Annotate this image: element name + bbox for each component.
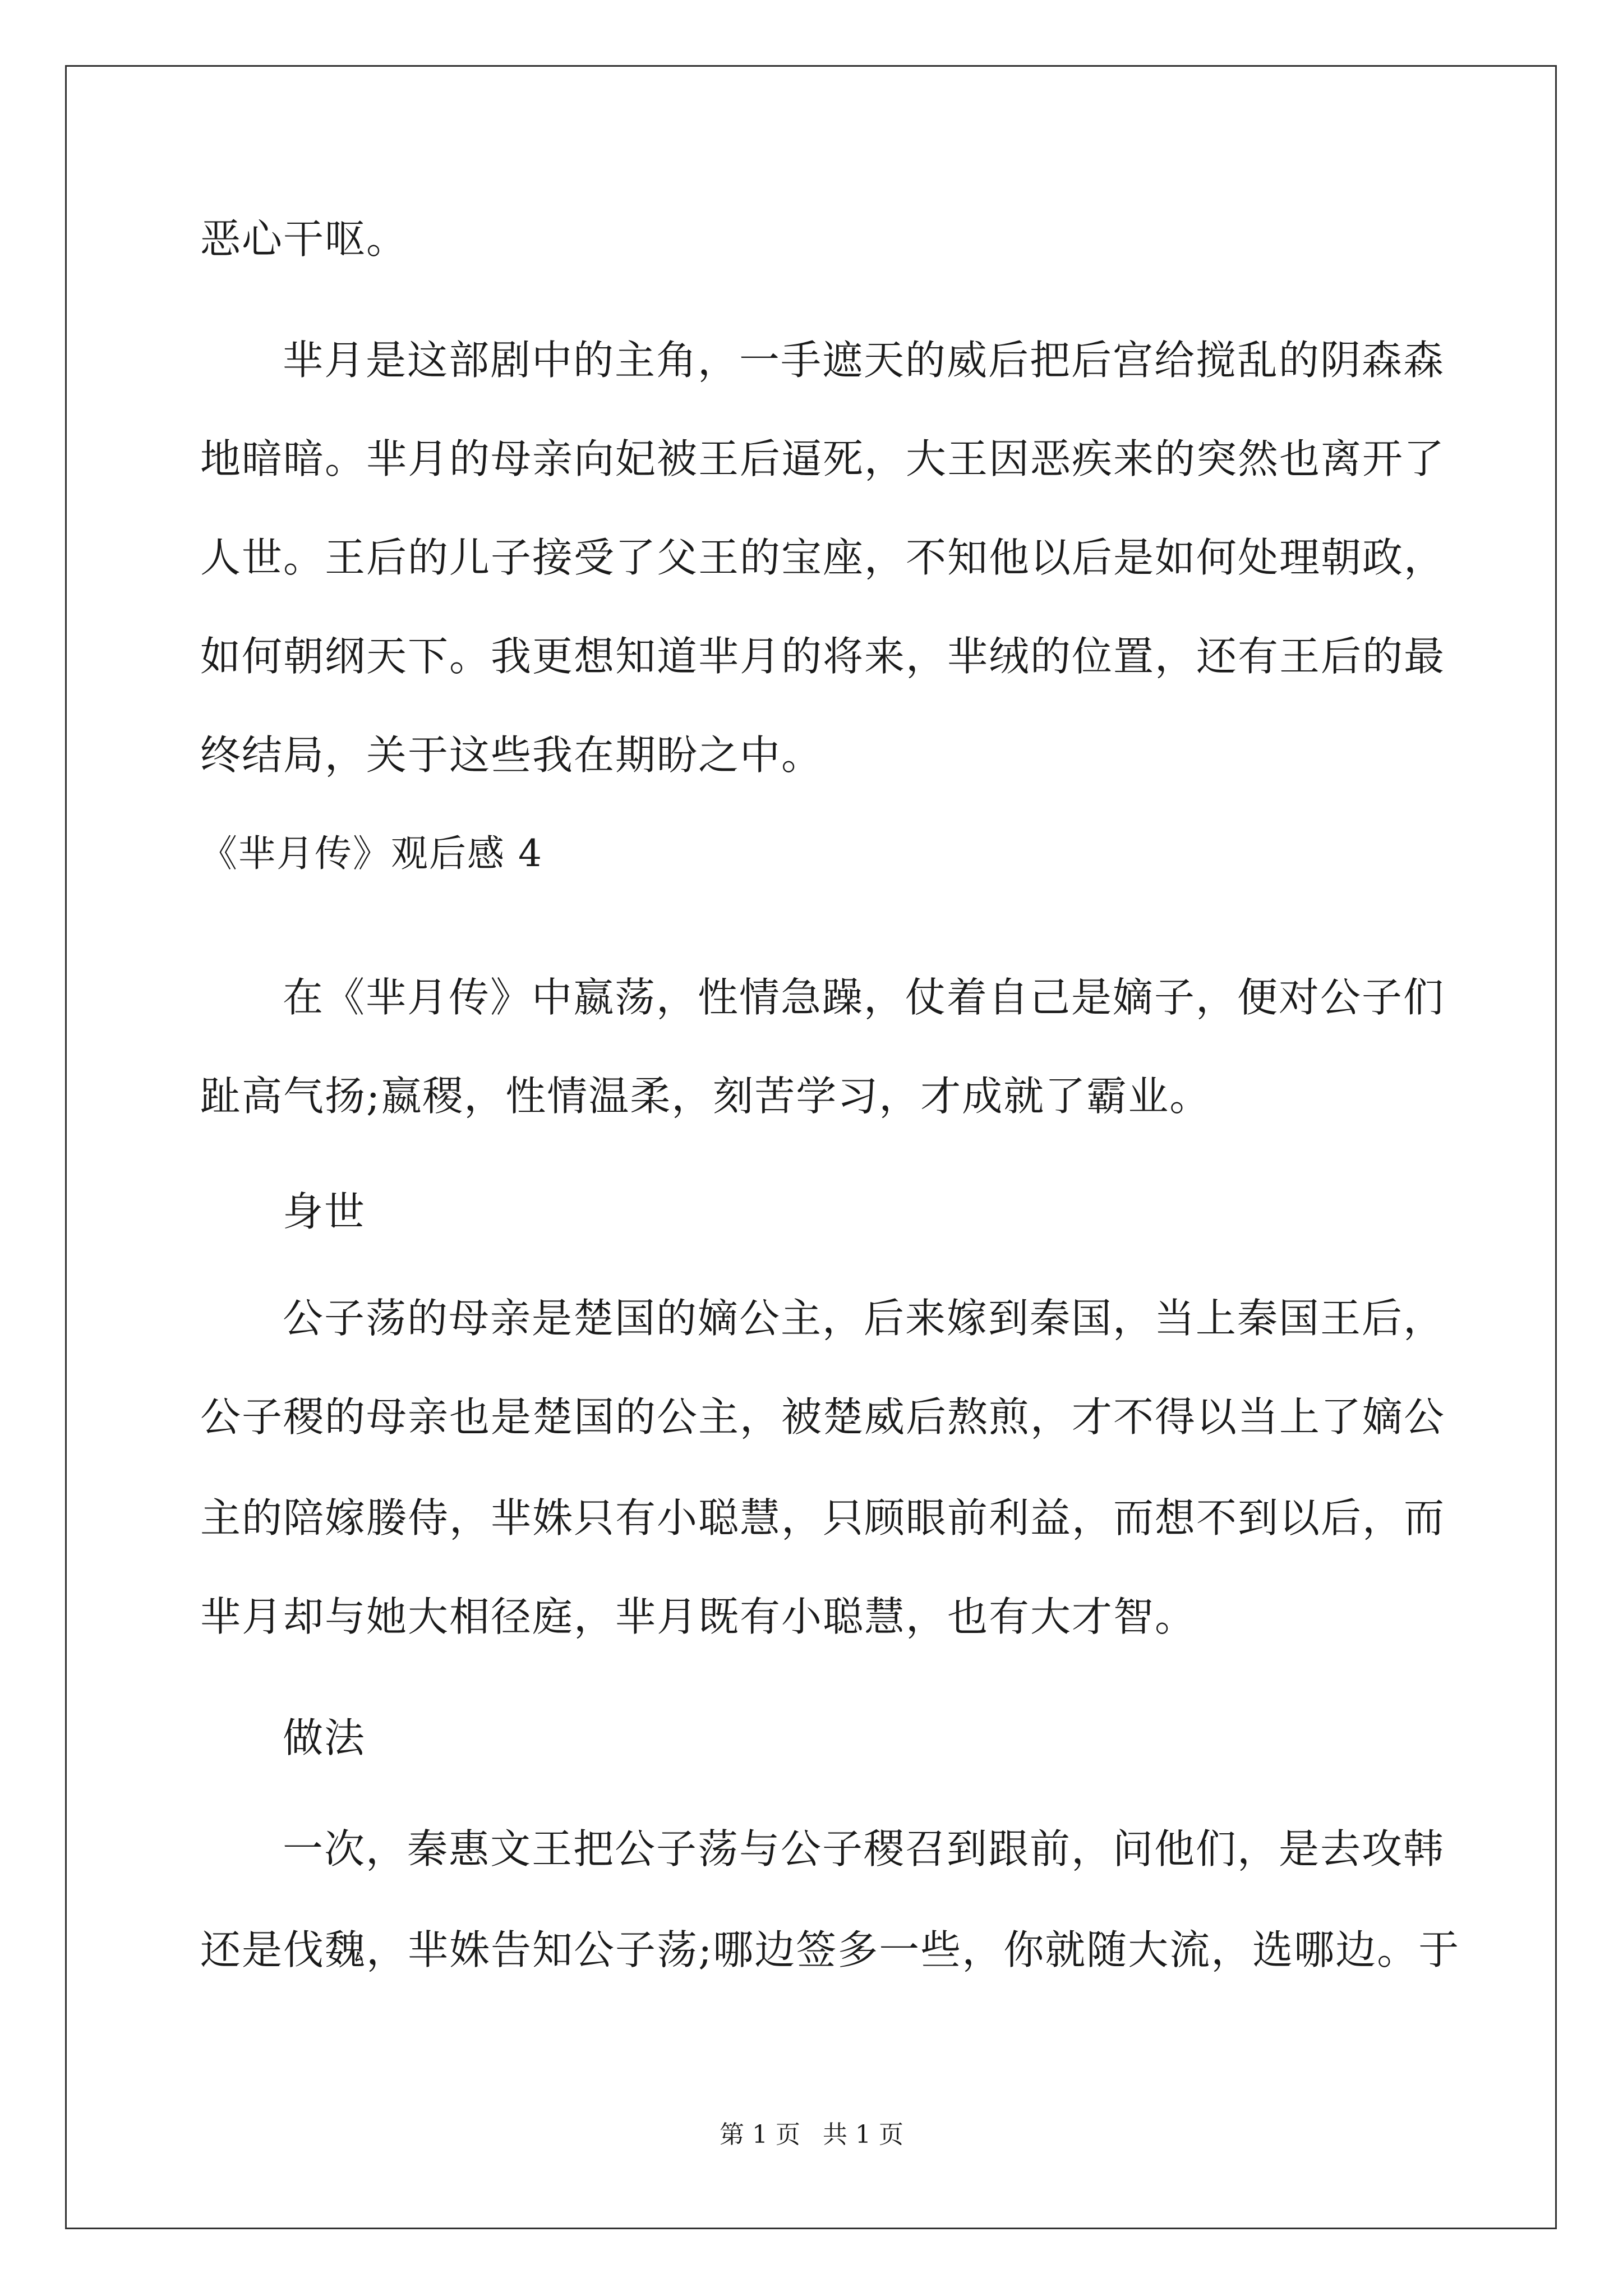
subheading: 身世 [283, 1188, 366, 1235]
text-line: 芈月却与她大相径庭，芈月既有小聪慧，也有大才智。 [200, 1593, 1197, 1640]
text-line: 还是伐魏，芈姝告知公子荡;哪边签多一些，你就随大流，选哪边。于 [200, 1926, 1460, 1973]
page-footer [0, 2118, 1623, 2152]
paragraph-line: 芈月是这部剧中的主角，一手遮天的威后把后宫给搅乱的阴森森 [283, 337, 1445, 384]
paragraph-line: 一次，秦惠文王把公子荡与公子稷召到跟前，问他们，是去攻韩 [283, 1825, 1445, 1872]
text-line: 趾高气扬;嬴稷，性情温柔，刻苦学习，才成就了霸业。 [200, 1073, 1211, 1120]
text-line: 人世。王后的儿子接受了父王的宝座，不知他以后是如何处理朝政， [200, 534, 1446, 581]
page-total: 共 1 页 [823, 2120, 903, 2149]
text-line: 公子稷的母亲也是楚国的公主，被楚威后熬煎，才不得以当上了嫡公 [200, 1393, 1446, 1441]
paragraph-line: 在《芈月传》中嬴荡，性情急躁，仗着自己是嫡子，便对公子们 [283, 974, 1445, 1021]
text-line: 恶心干呕。 [200, 215, 408, 263]
section-heading: 《芈月传》观后感 4 [200, 832, 543, 875]
text-line: 如何朝纲天下。我更想知道芈月的将来，芈绒的位置，还有王后的最 [200, 633, 1446, 680]
text-line: 主的陪嫁媵侍，芈姝只有小聪慧，只顾眼前利益，而想不到以后，而 [200, 1494, 1446, 1542]
subheading: 做法 [283, 1714, 366, 1761]
page-border [65, 65, 1557, 2229]
page-number: 第 1 页 [720, 2120, 800, 2149]
text-line: 终结局，关于这些我在期盼之中。 [200, 731, 823, 779]
text-line: 地暗暗。芈月的母亲向妃被王后逼死，大王因恶疾来的突然也离开了 [200, 435, 1446, 482]
paragraph-line: 公子荡的母亲是楚国的嫡公主，后来嫁到秦国，当上秦国王后， [283, 1295, 1445, 1342]
